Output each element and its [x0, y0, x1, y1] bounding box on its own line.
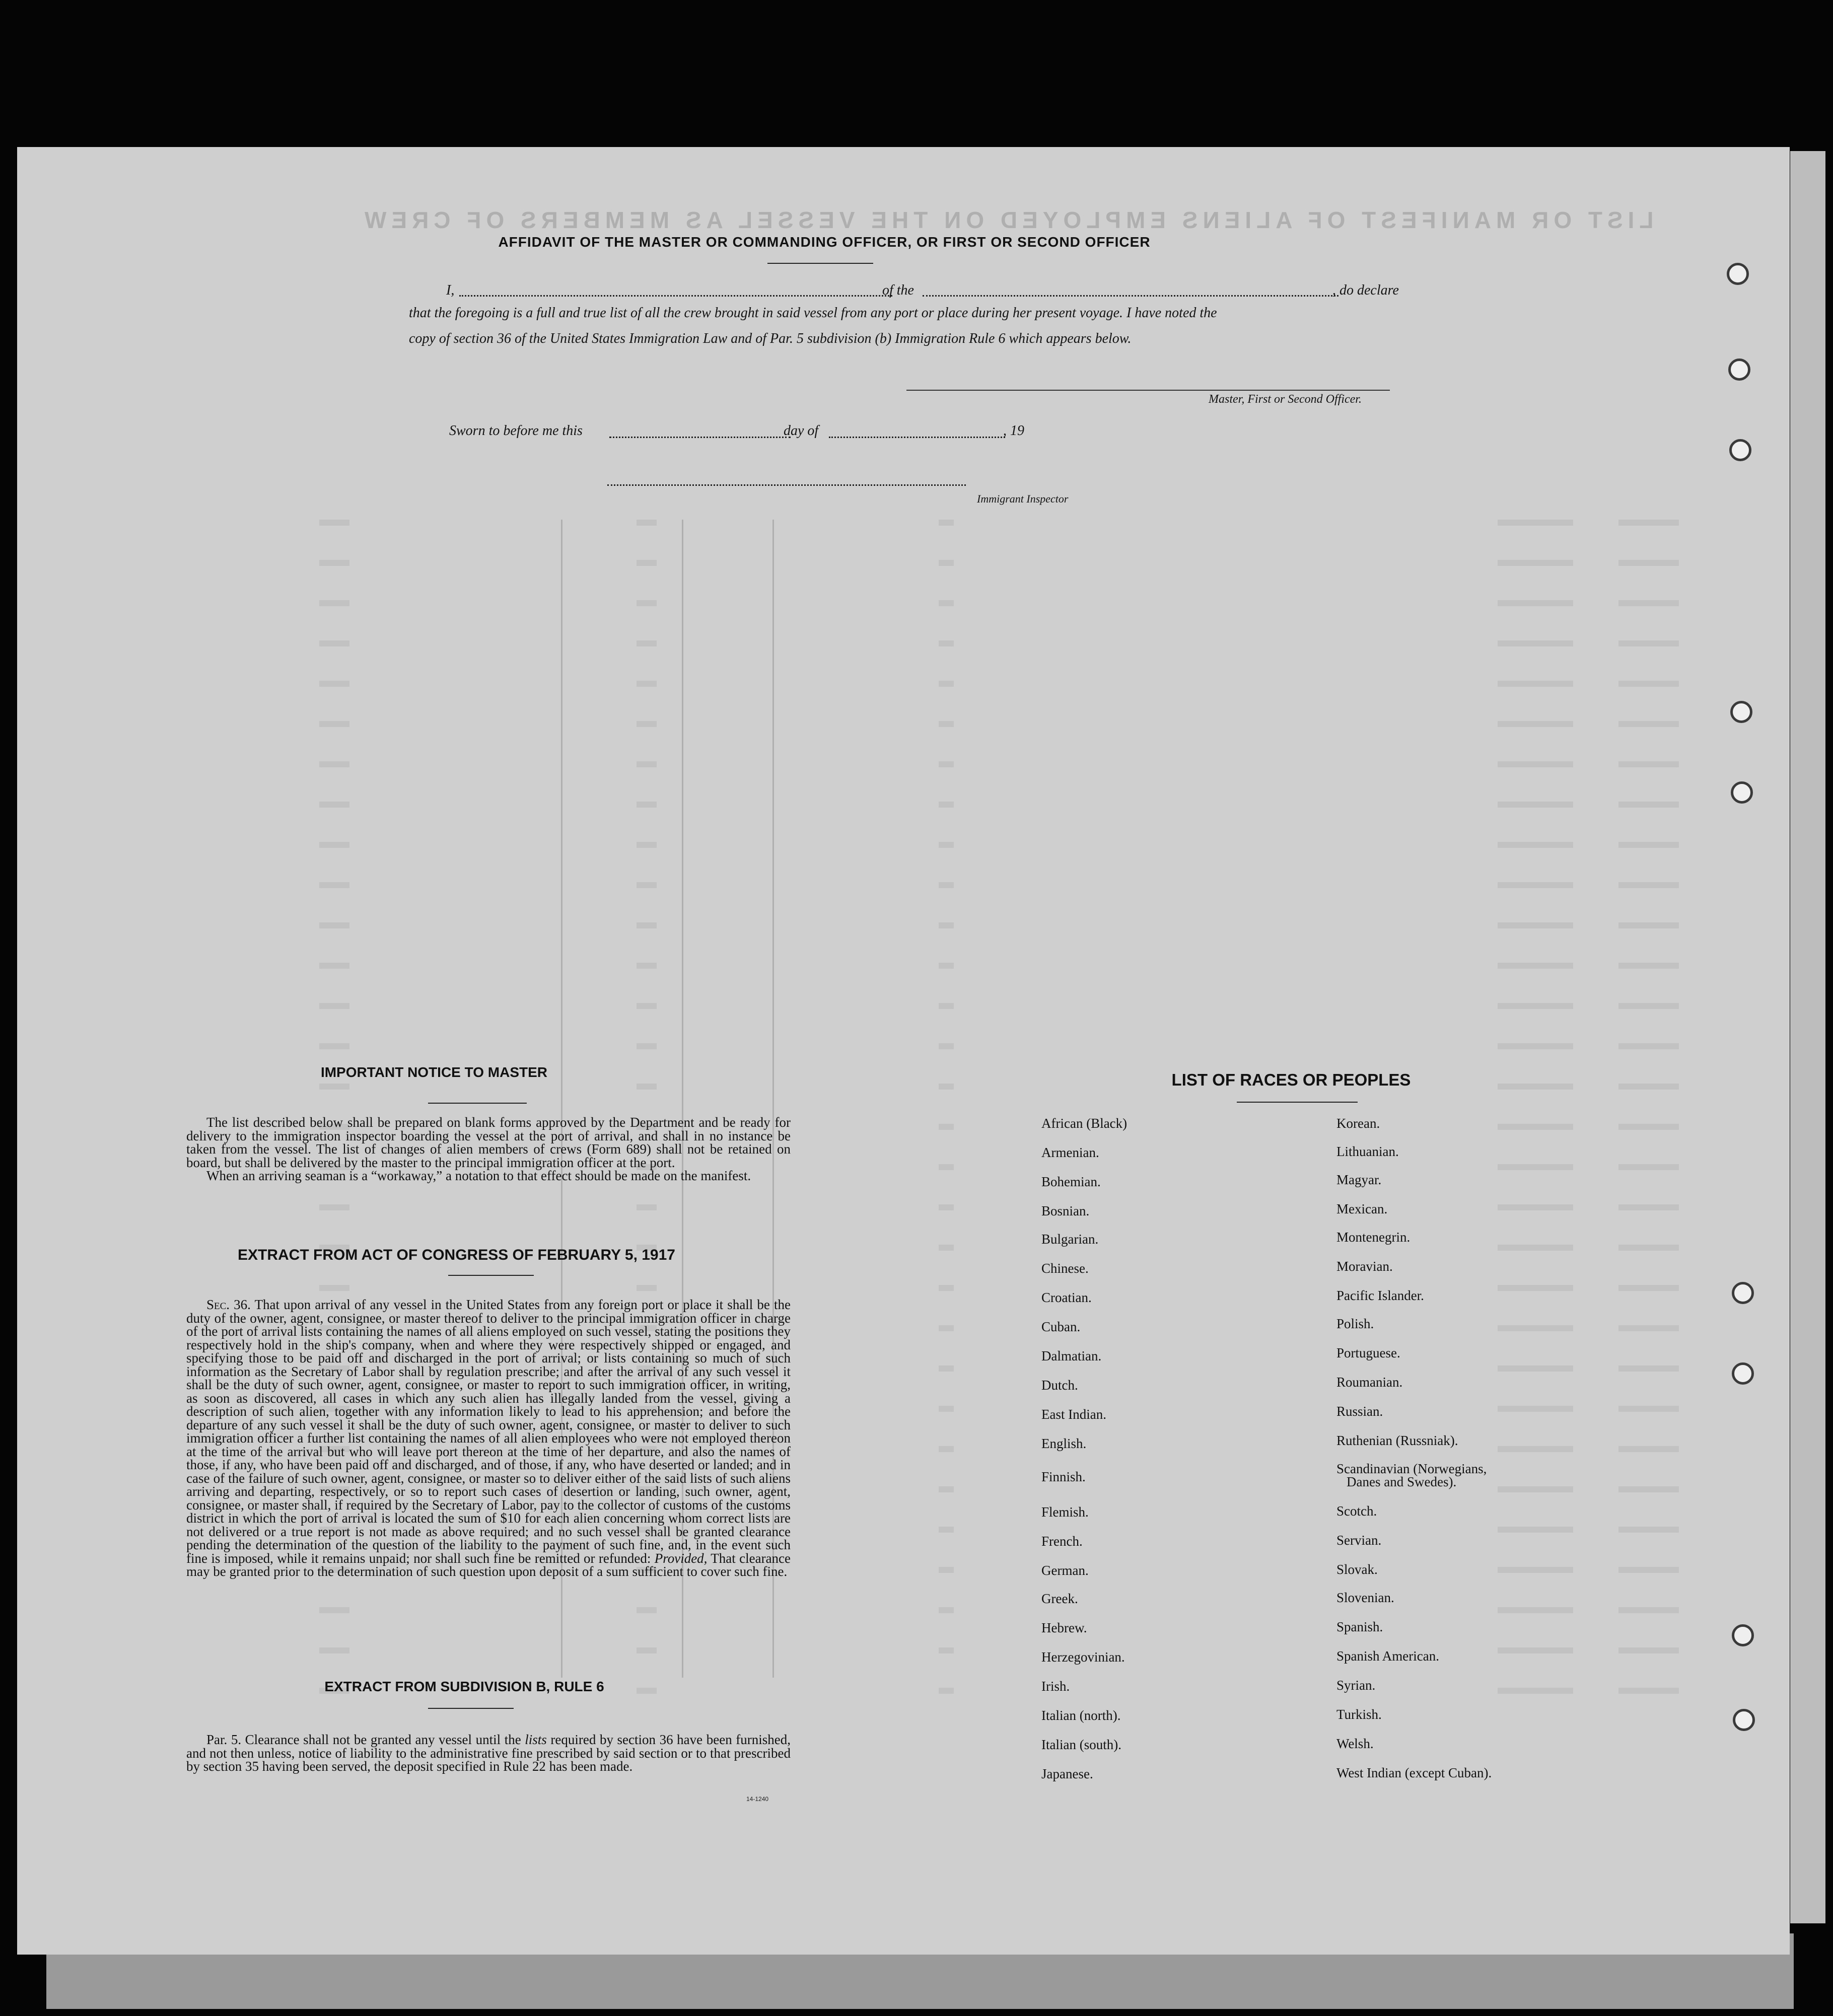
- race-right-4: Montenegrin.: [1336, 1230, 1411, 1245]
- bleed-through-mark: [939, 1446, 954, 1452]
- race-right-20: Turkish.: [1336, 1707, 1382, 1722]
- race-left-7: Cuban.: [1041, 1319, 1081, 1334]
- bleed-through-mark: [1498, 1365, 1573, 1372]
- bleed-through-mark: [319, 520, 349, 526]
- bleed-through-mark: [939, 1567, 954, 1573]
- bleed-through-mark: [319, 963, 349, 969]
- bleed-through-mark: [1618, 882, 1679, 888]
- affidavit-line-2: that the foregoing is a full and true list of all the crew brought in said vessel from any port or place during her present voyage. I have noted the: [409, 305, 1217, 321]
- race-left-18: Herzegovinian.: [1041, 1649, 1125, 1665]
- signature-line: [906, 390, 1390, 391]
- bleed-through-mark: [637, 1607, 657, 1613]
- inspector-signature-line: [607, 484, 966, 486]
- bleed-through-mark: [939, 842, 954, 848]
- bleed-through-mark: [637, 842, 657, 848]
- bleed-through-mark: [939, 1043, 954, 1049]
- bleed-through-mark: [637, 761, 657, 767]
- bleed-through-mark: [319, 721, 349, 727]
- bleed-through-mark: [319, 842, 349, 848]
- bleed-through-mark: [1498, 1285, 1573, 1291]
- notice-paragraph-1: The list described below shall be prepared on blank forms approved by the Department and be ready for delivery to the immigration inspector boarding the vessel at the port of arrival, and shall in no instance be taken from the vessel. The list of changes of alien members of crews (Form 689) shall not be retained on board, but shall be delivered by the master to the principal immigration officer at the port.: [186, 1115, 791, 1170]
- bleed-through-mark: [637, 520, 657, 526]
- punch-hole: [1732, 1624, 1754, 1646]
- bleed-through-mark: [1498, 1164, 1573, 1170]
- bleed-through-mark: [1618, 681, 1679, 687]
- act-extract-title: EXTRACT FROM ACT OF CONGRESS OF FEBRUARY 5, 1917: [238, 1247, 675, 1263]
- bleed-through-mark: [319, 1647, 349, 1653]
- document-page: [17, 147, 1790, 1955]
- bleed-through-mark: [939, 1124, 954, 1130]
- race-right-18: Spanish American.: [1336, 1648, 1439, 1664]
- race-right-13: Scotch.: [1336, 1503, 1377, 1519]
- bleed-through-mark: [939, 1527, 954, 1533]
- race-left-2: Bohemian.: [1041, 1174, 1101, 1189]
- bleed-through-mark: [319, 882, 349, 888]
- bleed-through-mark: [637, 963, 657, 969]
- vessel-blank-line: [923, 295, 1338, 297]
- bleed-through-mark: [1618, 963, 1679, 969]
- sworn-label: Sworn to before me this: [449, 423, 583, 439]
- race-left-6: Croatian.: [1041, 1290, 1092, 1305]
- race-scandinavian-continued: Danes and Swedes).: [1347, 1474, 1457, 1489]
- bleed-through-mark: [1618, 721, 1679, 727]
- bleed-through-mark: [637, 721, 657, 727]
- notice-title: IMPORTANT NOTICE TO MASTER: [320, 1064, 548, 1080]
- bleed-through-mark: [939, 600, 954, 606]
- race-left-5: Chinese.: [1041, 1261, 1089, 1276]
- race-right-5: Moravian.: [1336, 1259, 1393, 1274]
- bleed-through-mark: [1618, 520, 1679, 526]
- race-left-15: German.: [1041, 1563, 1089, 1578]
- race-left-19: Irish.: [1041, 1679, 1070, 1694]
- race-left-22: Japanese.: [1041, 1766, 1093, 1781]
- race-right-6: Pacific Islander.: [1336, 1288, 1424, 1303]
- race-left-21: Italian (south).: [1041, 1737, 1121, 1752]
- sworn-day-line: [609, 437, 791, 438]
- sec-36-label: Sec. 36.: [206, 1297, 251, 1312]
- bleed-through-mark: [1498, 1204, 1573, 1210]
- punch-hole: [1730, 701, 1752, 723]
- bleed-through-mark: [1618, 1084, 1679, 1090]
- race-right-15: Slovak.: [1336, 1562, 1378, 1577]
- bleed-through-mark: [1618, 1486, 1679, 1492]
- bleed-through-mark: [939, 963, 954, 969]
- punch-hole: [1728, 358, 1750, 381]
- bleed-through-mark: [1618, 761, 1679, 767]
- bleed-through-mark: [637, 1043, 657, 1049]
- sworn-month-line: [829, 437, 1005, 438]
- race-right-9: Roumanian.: [1336, 1375, 1403, 1390]
- bleed-through-mark: [637, 560, 657, 566]
- race-right-0: Korean.: [1336, 1116, 1380, 1131]
- bleed-through-mark: [939, 721, 954, 727]
- race-left-12: Finnish.: [1041, 1469, 1086, 1484]
- bleed-through-mark: [1498, 1003, 1573, 1009]
- bleed-through-mark: [319, 1285, 349, 1291]
- bleed-through-mark: [1498, 1486, 1573, 1492]
- bleed-through-mark: [939, 681, 954, 687]
- act-extract-body: [186, 1298, 791, 1578]
- bleed-through-mark: [1498, 681, 1573, 687]
- bleed-through-mark: [1498, 1043, 1573, 1049]
- race-right-7: Polish.: [1336, 1316, 1374, 1331]
- bleed-through-mark: [1498, 1688, 1573, 1694]
- bleed-through-mark: [1498, 640, 1573, 646]
- race-right-8: Portuguese.: [1336, 1345, 1400, 1360]
- affidavit-title: AFFIDAVIT OF THE MASTER OR COMMANDING OFFICER, OR FIRST OR SECOND OFFICER: [498, 234, 1151, 250]
- race-right-12: Scandinavian (Norwegians,: [1336, 1461, 1487, 1476]
- affidavit-do-declare: , do declare: [1332, 282, 1399, 298]
- bleed-through-mark: [939, 1003, 954, 1009]
- affidavit-i-label: I,: [446, 282, 455, 298]
- bleed-through-mark: [637, 882, 657, 888]
- bleed-through-mark: [1498, 560, 1573, 566]
- underlying-sheet-edge: [1790, 151, 1825, 1923]
- bleed-through-mark: [1618, 1204, 1679, 1210]
- bleed-through-mark: [1498, 520, 1573, 526]
- bleed-through-mark: [939, 1164, 954, 1170]
- year-prefix: , 19: [1003, 423, 1024, 439]
- bleed-through-mark: [1618, 1124, 1679, 1130]
- race-left-17: Hebrew.: [1041, 1620, 1087, 1635]
- bleed-through-mark: [1498, 922, 1573, 928]
- race-right-17: Spanish.: [1336, 1619, 1383, 1634]
- race-left-16: Greek.: [1041, 1591, 1078, 1606]
- bleed-through-mark: [1618, 600, 1679, 606]
- races-title: LIST OF RACES OR PEOPLES: [1171, 1070, 1411, 1089]
- bleed-through-mark: [1498, 1325, 1573, 1331]
- bleed-through-mark: [319, 681, 349, 687]
- bleed-through-mark: [637, 1084, 657, 1090]
- punch-hole: [1727, 263, 1749, 285]
- bleed-through-mark: [939, 1688, 954, 1694]
- bleed-through-mark: [939, 1365, 954, 1372]
- title-underline: [767, 263, 873, 264]
- bleed-through-mark: [637, 681, 657, 687]
- punch-hole: [1732, 1362, 1754, 1385]
- notice-underline: [428, 1103, 527, 1104]
- bleed-through-mark: [319, 761, 349, 767]
- bleed-through-mark: [1498, 1607, 1573, 1613]
- bleed-through-mark: [1618, 640, 1679, 646]
- notice-body: [186, 1116, 791, 1183]
- race-left-14: French.: [1041, 1534, 1083, 1549]
- form-number: 14-1240: [746, 1795, 769, 1803]
- inspector-caption: Immigrant Inspector: [977, 492, 1069, 505]
- bleed-through-mark: [939, 1204, 954, 1210]
- rule-extract-underline: [428, 1708, 514, 1709]
- punch-hole: [1733, 1709, 1755, 1731]
- sec-36-text: That upon arrival of any vessel in the United States from any foreign port or place it shall be the duty of the owner, agent, consignee, or master thereof to deliver to the principal immigration officer in charge of the port of arrival lists containing the names of all aliens employed on such vessel, stating the positions they respectively hold in the ship's company, when and where they were respectively shipped or engaged, and specifying those to be paid off and discharged in the port of arrival; or lists containing so much of such information as the Secretary of Labor shall by regulation prescribe; and after the arrival of any such vessel it shall be the duty of such owner, agent, consignee, or master to report to such immigration officer, in writing, as soon as discovered, all cases in which any such alien has illegally landed from the vessel, giving a description of such alien, together with any information likely to lead to his apprehension; and before the departure of any such vessel it shall be the duty of such owner, agent, consignee, or master to deliver to such immigration officer a further list containing the names of all alien employees who were not employed thereon at the time of the arrival but who will leave port thereon at the time of her departure, and also the names of those, if any, who have been paid off and discharged, and of those, if any, who have deserted or landed; and in case of the failure of such owner, agent, consignee, or master so to deliver either of the said lists of such aliens arriving and departing, respectively, or so to report such cases of desertion or landing, such owner, agent, consignee, or master shall, if required by the Secretary of Labor, pay to the collector of customs of the customs district in which the port of arrival is located the sum of $10 for each alien concerning whom correct lists are not delivered or a true report is not made as above required; and no such vessel shall be granted clearance pending the determination of the question of the liability to the payment of such fine, and, in the event such fine is imposed, while it remains unpaid; nor shall such fine be remitted or refunded:: [186, 1297, 791, 1566]
- bleed-through-mark: [1618, 1325, 1679, 1331]
- bleed-through-mark: [939, 1245, 954, 1251]
- bleed-through-mark: [637, 1003, 657, 1009]
- punch-hole: [1732, 1282, 1754, 1304]
- bleed-through-mark: [319, 922, 349, 928]
- day-of-label: day of: [784, 423, 819, 439]
- bleed-through-mark: [1618, 802, 1679, 808]
- race-right-21: Welsh.: [1336, 1736, 1374, 1751]
- bleed-through-mark: [319, 1084, 349, 1090]
- bleed-through-mark: [1498, 1567, 1573, 1573]
- bleed-through-mark: [939, 1325, 954, 1331]
- bleed-through-mark: [1618, 1647, 1679, 1653]
- bleed-through-mark: [1498, 1245, 1573, 1251]
- name-blank-line: [459, 295, 892, 297]
- race-left-8: Dalmatian.: [1041, 1348, 1102, 1363]
- bleed-through-mark: [637, 802, 657, 808]
- bleed-through-mark: [939, 1084, 954, 1090]
- bleed-through-mark: [1498, 842, 1573, 848]
- bleed-through-mark: [1498, 1647, 1573, 1653]
- bleed-through-mark: [1618, 1164, 1679, 1170]
- bleed-through-mark: [1498, 1406, 1573, 1412]
- bleed-through-mark: [1618, 1607, 1679, 1613]
- rule-extract-body: [186, 1733, 791, 1773]
- signature-caption: Master, First or Second Officer.: [1209, 393, 1362, 406]
- bleed-through-mark: [1498, 1124, 1573, 1130]
- bleed-through-mark: [1618, 1446, 1679, 1452]
- race-left-3: Bosnian.: [1041, 1203, 1090, 1218]
- race-right-16: Slovenian.: [1336, 1590, 1394, 1605]
- affidavit-line-3: copy of section 36 of the United States Immigration Law and of Par. 5 subdivision (b) Immigration Rule 6 which appears below.: [409, 331, 1132, 346]
- bleed-through-mark: [1498, 600, 1573, 606]
- bleed-through-mark: [1618, 1043, 1679, 1049]
- bleed-through-mark: [1618, 842, 1679, 848]
- bleed-through-mark: [939, 1285, 954, 1291]
- races-underline: [1237, 1102, 1358, 1103]
- bleed-through-mark: [939, 1647, 954, 1653]
- act-extract-underline: [448, 1275, 534, 1276]
- bleed-through-mark: [637, 600, 657, 606]
- bleed-through-mark: [637, 1285, 657, 1291]
- bleed-through-mark: [1618, 1567, 1679, 1573]
- bleed-through-mark: [1498, 761, 1573, 767]
- race-right-14: Servian.: [1336, 1533, 1382, 1548]
- bleed-through-mark: [939, 560, 954, 566]
- bleed-through-mark: [939, 882, 954, 888]
- race-left-1: Armenian.: [1041, 1145, 1099, 1160]
- race-right-3: Mexican.: [1336, 1201, 1388, 1216]
- bleed-through-mark: [1618, 1003, 1679, 1009]
- bleed-through-mark: [939, 1486, 954, 1492]
- bleed-through-mark: [939, 922, 954, 928]
- race-right-10: Russian.: [1336, 1404, 1383, 1419]
- race-left-9: Dutch.: [1041, 1378, 1078, 1393]
- bleed-through-mark: [1618, 1688, 1679, 1694]
- bleed-through-mark: [319, 1043, 349, 1049]
- notice-paragraph-2: When an arriving seaman is a “workaway,” a notation to that effect should be made on the manifest.: [206, 1168, 751, 1183]
- punch-hole: [1731, 781, 1753, 804]
- par-5-text-end: required by section 36 have been furnished, and not then unless, notice of liability to the administrative fine prescribed by said section or to that prescribed by section 35 having been served, the deposit specified in Rule 22 has been made.: [186, 1732, 791, 1774]
- race-right-2: Magyar.: [1336, 1172, 1382, 1187]
- bleed-through-mark: [319, 640, 349, 646]
- bleed-through-mark: [1618, 1365, 1679, 1372]
- bleed-through-mark: [939, 761, 954, 767]
- bleed-through-mark: [939, 1406, 954, 1412]
- par-5-text: Par. 5. Clearance shall not be granted any vessel until the: [206, 1732, 521, 1747]
- bleed-through-mark: [319, 600, 349, 606]
- race-left-11: English.: [1041, 1436, 1087, 1451]
- bleed-through-mark: [939, 802, 954, 808]
- race-right-19: Syrian.: [1336, 1678, 1376, 1693]
- punch-hole: [1729, 439, 1751, 461]
- bleed-through-mark: [1618, 1406, 1679, 1412]
- bleed-through-mark: [637, 922, 657, 928]
- bleed-through-mark: [319, 1204, 349, 1210]
- bleed-through-mark: [319, 1607, 349, 1613]
- bleed-through-mark: [319, 560, 349, 566]
- bleed-through-mark: [1498, 802, 1573, 808]
- bleed-through-mark: [319, 802, 349, 808]
- sec-36-text-end: That clearance may be granted prior to the determination of such question upon deposit of a sum sufficient to cover such fine.: [186, 1550, 791, 1579]
- bleed-through-mark: [1618, 1285, 1679, 1291]
- race-right-1: Lithuanian.: [1336, 1144, 1399, 1159]
- rule-extract-title: EXTRACT FROM SUBDIVISION B, RULE 6: [324, 1679, 604, 1694]
- lists-word: lists: [525, 1732, 547, 1747]
- bleed-through-mark: [1618, 1245, 1679, 1251]
- affidavit-of-the: of the: [882, 282, 914, 298]
- race-right-22: West Indian (except Cuban).: [1336, 1765, 1492, 1780]
- race-left-13: Flemish.: [1041, 1504, 1089, 1520]
- bleed-through-mark: [1498, 721, 1573, 727]
- bleed-through-mark: [1618, 560, 1679, 566]
- provided-label: Provided,: [654, 1550, 708, 1566]
- bleed-through-mark: [1498, 1446, 1573, 1452]
- bleed-through-mark: [1618, 1527, 1679, 1533]
- bleed-through-mark: [939, 640, 954, 646]
- race-left-20: Italian (north).: [1041, 1708, 1121, 1723]
- bleed-through-mark: [1498, 1084, 1573, 1090]
- race-right-11: Ruthenian (Russniak).: [1336, 1433, 1458, 1448]
- bleed-through-mark: [637, 640, 657, 646]
- bleed-through-mark: [637, 1688, 657, 1694]
- bleed-through-mark: [1618, 922, 1679, 928]
- race-left-4: Bulgarian.: [1041, 1232, 1099, 1247]
- bleed-through-mark: [637, 1647, 657, 1653]
- bleed-through-mark: [637, 1204, 657, 1210]
- race-left-0: African (Black): [1041, 1116, 1127, 1131]
- bleed-through-mark: [939, 520, 954, 526]
- bleed-through-mark: [1498, 963, 1573, 969]
- bleed-through-mark: [939, 1607, 954, 1613]
- bleed-through-heading: LIST OR MANIFEST OF ALIENS EMPLOYED ON THE VESSEL AS MEMBERS OF CREW: [360, 207, 1654, 233]
- bleed-through-mark: [1498, 882, 1573, 888]
- bleed-through-mark: [319, 1003, 349, 1009]
- race-left-10: East Indian.: [1041, 1407, 1106, 1422]
- bleed-through-mark: [1498, 1527, 1573, 1533]
